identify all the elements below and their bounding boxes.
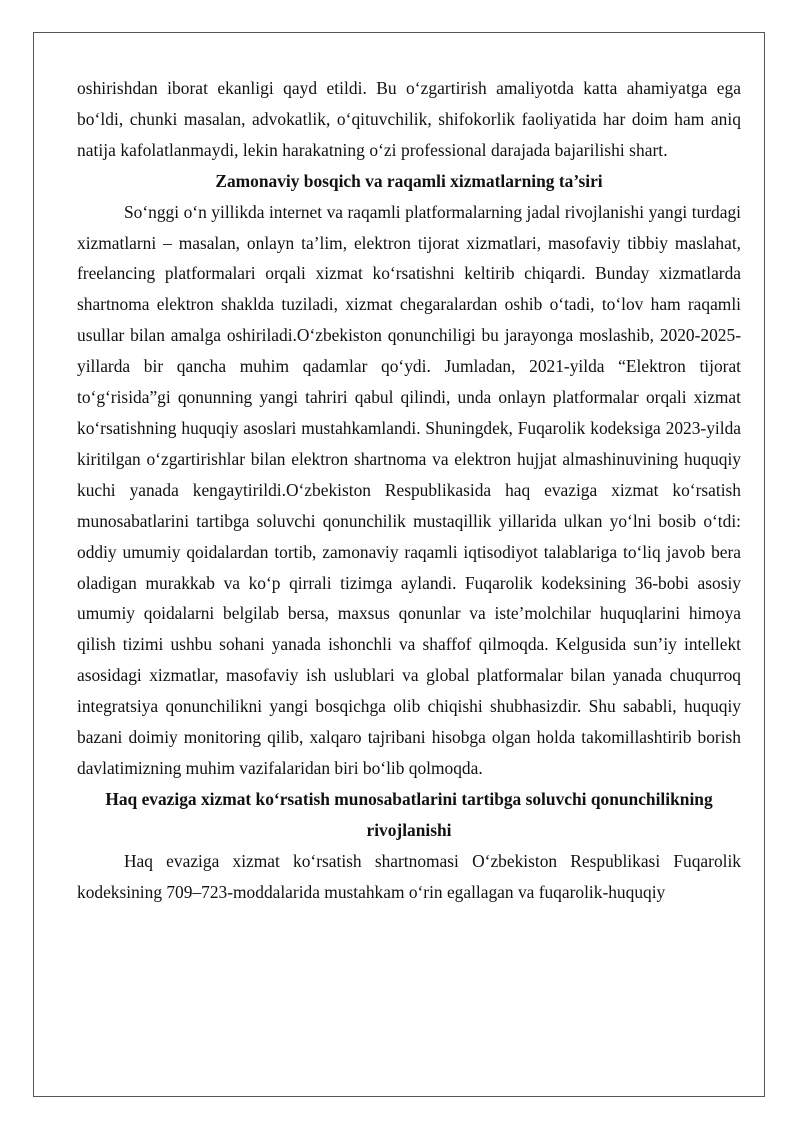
document-body: [77, 73, 741, 908]
section-heading-digital-services: Zamonaviy bosqich va raqamli xizmatlarning ta’siri: [215, 170, 603, 191]
section-heading-legislation-development: Haq evaziga xizmat ko‘rsatish munosabatlarini tartibga soluvchi qonunchilikning rivojlanishi: [105, 788, 713, 840]
paragraph-legislation-development: Haq evaziga xizmat ko‘rsatish shartnomasi O‘zbekiston Respublikasi Fuqarolik kodeksining 709–723-moddalarida mustahkam o‘rin egallagan va fuqarolik-huquqiy: [77, 850, 741, 902]
paragraph-digital-services: So‘nggi o‘n yillikda internet va raqamli platformalarning jadal rivojlanishi yangi turdagi xizmatlarni – masalan, onlayn ta’lim, elektron tijorat xizmatlari, masofaviy tibbiy maslahat, freelancing platformalari orqali xizmat ko‘rsatishni keltirib chiqardi. Bunday xizmatlarda shartnoma elektron shaklda tuziladi, xizmat chegaralardan oshib o‘tadi, to‘lov ham raqamli usullar bilan amalga oshiriladi.O‘zbekiston qonunchiligi bu jarayonga moslashib, 2020-2025-yillarda bir qancha muhim qadamlar qo‘ydi. Jumladan, 2021-yilda “Elektron tijorat to‘g‘risida”gi qonunning yangi tahriri qabul qilindi, unda onlayn platformalar orqali xizmat ko‘rsatishning huquqiy asoslari mustahkamlandi. Shuningdek, Fuqarolik kodeksiga 2023-yilda kiritilgan o‘zgartirishlar bilan elektron shartnoma va elektron hujjat almashinuvining huquqiy kuchi yanada kengaytirildi.O‘zbekiston Respublikasida haq evaziga xizmat ko‘rsatish munosabatlarini tartibga soluvchi qonunchilik mustaqillik yillarida ulkan yo‘lni bosib o‘tdi: oddiy umumiy qoidalardan tortib, zamonaviy raqamli iqtisodiyot talablariga to‘liq javob bera oladigan murakkab va ko‘p qirrali tizimga aylandi. Fuqarolik kodeksining 36-bobi asosiy umumiy qoidalarni belgilab bersa, maxsus qonunlar va iste’molchilar huquqlarini himoya qilish tizimi ushbu sohani yanada ishonchli va shaffof qilmoqda. Kelgusida sun’iy intellekt asosidagi xizmatlar, masofaviy ish uslublari va global platformalar bilan yanada chuqurroq integratsiya qonunchilikni yangi bosqichga olib chiqishi shubhasizdir. Shu sababli, huquqiy bazani doimiy monitoring qilib, xalqaro tajribani hisobga olgan holda takomillashtirib borish davlatimizning muhim vazifalaridan biri bo‘lib qolmoqda.: [77, 201, 741, 778]
paragraph-continuation: oshirishdan iborat ekanligi qayd etildi. Bu o‘zgartirish amaliyotda katta ahamiyatga ega bo‘ldi, chunki masalan, advokatlik, o‘qituvchilik, shifokorlik faoliyatida har doim ham aniq natija kafolatlanmaydi, lekin harakatning o‘zi professional darajada bajarilishi shart.: [77, 78, 741, 160]
